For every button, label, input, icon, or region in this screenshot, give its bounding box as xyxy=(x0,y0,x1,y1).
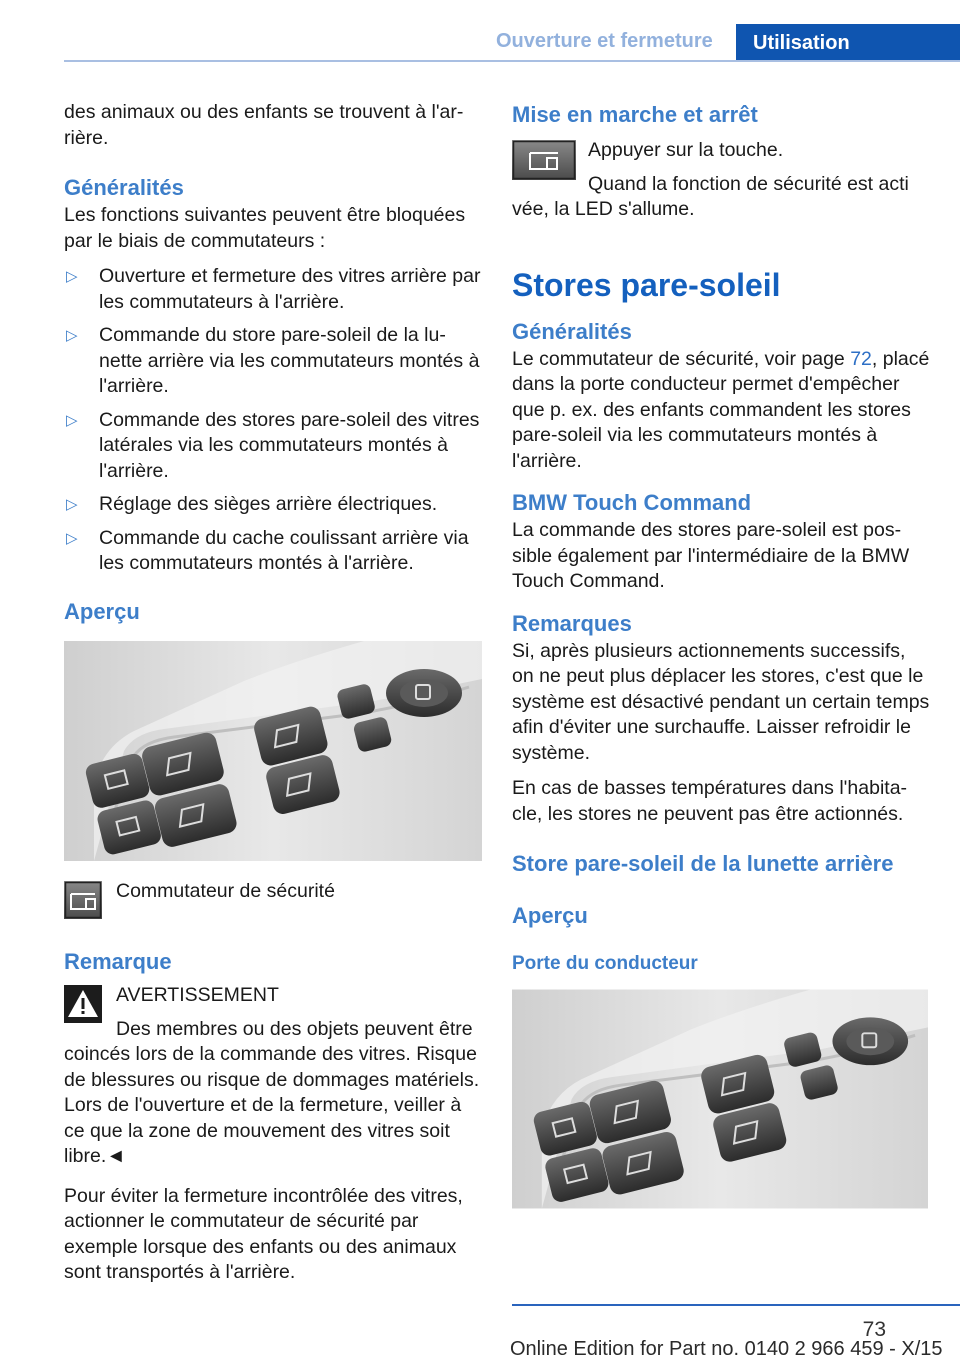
generalites-text: Le commutateur de sécurité, voir page 72, placé dans la porte conducteur permet d'empêcher que p. ex. des enfants commandent les stores pare-soleil via les commutateurs montés à l'arrière. xyxy=(512,347,930,472)
header-section-title: Ouverture et fermeture xyxy=(496,30,713,52)
mise-en-marche-heading: Mise en marche et arrêt xyxy=(512,102,758,127)
driver-door-switch-photo xyxy=(512,989,928,1209)
mise-step-1: Appuyer sur la touche. xyxy=(588,139,784,161)
generalites-heading: Généralités xyxy=(512,318,632,344)
warning-label: AVERTISSEMENT xyxy=(116,983,279,1006)
bullet-triangle-icon: ▷ xyxy=(66,411,78,429)
remarques-text-2: En cas de basses températures dans l'habitacle, les stores ne peuvent pas être actionnés. xyxy=(512,777,908,825)
mise-en-marche-block xyxy=(512,138,930,197)
page-link[interactable]: 72 xyxy=(850,347,872,370)
mise-step-2a: Quand la fonction de sécurité est acti xyxy=(588,172,909,195)
page-number: 73 xyxy=(862,1318,886,1341)
apercu-heading: Aperçu xyxy=(512,903,588,928)
function-list xyxy=(64,264,482,577)
remarques-heading: Remarques xyxy=(512,610,632,636)
footer-rule xyxy=(512,1304,960,1306)
bullet-triangle-icon: ▷ xyxy=(66,327,78,344)
apercu-heading: Aperçu xyxy=(64,598,140,624)
warning-block xyxy=(64,983,482,1033)
list-item: ▷ Ouverture et fermeture des vitres arrière par les commutateurs à l'arrière. xyxy=(66,265,481,313)
list-item: ▷ Réglage des sièges arrière électriques. xyxy=(64,492,482,518)
lunette-heading: Store pare-soleil de la lunette arrière xyxy=(512,851,894,876)
generalites-heading: Généralités xyxy=(64,175,184,200)
header-chapter-label: Utilisation xyxy=(753,32,850,54)
warning-triangle-icon xyxy=(64,985,102,1023)
list-item: ▷ Commande du cache coulissant arrière via les commutateurs montés à l'arrière. xyxy=(66,526,469,574)
touch-command-text: La commande des stores pare-soleil est possible également par l'intermédiaire de la BMW Touch Command. xyxy=(512,519,910,592)
closing-text: Pour éviter la fermeture incontrôlée des vitres, actionner le commutateur de sécurité par exemple lorsque des enfants ou des animaux sont transportés à l'arrière. xyxy=(64,1184,463,1283)
mise-step-2b: vée, la LED s'allume. xyxy=(512,198,695,220)
safety-switch-label: Commutateur de sécurité xyxy=(116,879,335,902)
remarques-text-1: Si, après plusieurs actionnements successifs, on ne peut plus déplacer les stores, c'est que le système est désactivé pendant un certain temps afin d'éviter une surchauffe. Laisser refroidir le système. xyxy=(512,639,930,764)
footer-edition: Online Edition for Part no. 0140 2 966 459 - X/15 xyxy=(510,1338,943,1360)
safety-switch-icon xyxy=(64,881,102,919)
page-header xyxy=(0,0,960,62)
stores-heading: Stores pare-soleil xyxy=(512,266,781,303)
right-column xyxy=(512,100,930,1209)
safety-switch-icon xyxy=(512,140,576,180)
header-chapter-tab xyxy=(736,24,960,60)
bullet-triangle-icon: ▷ xyxy=(66,496,78,513)
bullet-triangle-icon: ▷ xyxy=(66,529,78,547)
intro-text: des animaux ou des enfants se trouvent à l'arrière. xyxy=(64,101,464,149)
window-switch-panel-photo xyxy=(64,641,482,861)
touch-command-heading: BMW Touch Command xyxy=(512,490,752,515)
left-column xyxy=(64,100,482,1296)
warning-text: Des membres ou des objets peuvent être coincés lors de la commande des vitres. Risque de blessures ou risque de dommages matériels. Lors de l'ouverture et de la fermeture, veiller à ce que la zone de mouvement des vitres soit libre.◄ xyxy=(64,1017,480,1167)
safety-switch-caption xyxy=(64,879,482,929)
remarque-heading: Remarque xyxy=(64,948,172,974)
porte-conducteur-heading: Porte du conducteur xyxy=(512,953,698,974)
list-item: ▷ Commande des stores pare-soleil des vitres latérales via les commutateurs montés à l'arrière. xyxy=(66,408,480,482)
header-rule xyxy=(64,60,960,62)
list-item: ▷ Commande du store pare-soleil de la lunette arrière via les commutateurs montés à l'arrière. xyxy=(66,324,480,397)
generalites-text: Les fonctions suivantes peuvent être bloquées par le biais de commutateurs : xyxy=(64,204,466,252)
bullet-triangle-icon: ▷ xyxy=(66,268,78,285)
